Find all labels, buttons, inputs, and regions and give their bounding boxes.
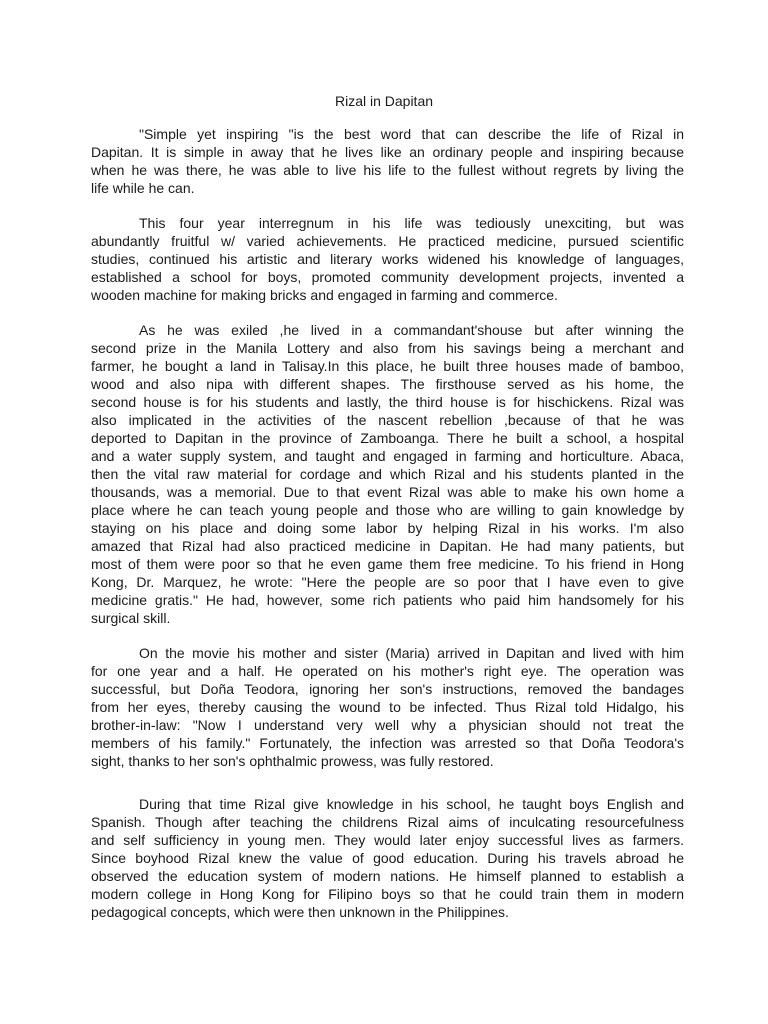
text-line: Spanish. Though after teaching the childrens Rizal aims of inculcating resourcefulness: [91, 814, 684, 830]
text-line: surgical skill.: [91, 610, 171, 626]
text-line: from her eyes, thereby causing the wound to be infected. Thus Rizal told Hidalgo, his: [91, 699, 684, 715]
text-line: thousands, was a memorial. Due to that event Rizal was able to make his own home a: [91, 484, 684, 500]
paragraph-3: [91, 321, 684, 627]
text-line: Since boyhood Rizal knew the value of good education. During his travels abroad he: [91, 850, 684, 866]
text-line: modern college in Hong Kong for Filipino boys so that he could train them in modern: [91, 886, 684, 902]
text-line: wooden machine for making bricks and engaged in farming and commerce.: [91, 287, 558, 303]
text-line: As he was exiled ,he lived in a commandant'shouse but after winning the: [139, 322, 684, 338]
text-line: Kong, Dr. Marquez, he wrote: "Here the people are so poor that I have even to give: [91, 574, 684, 590]
text-line: wood and also nipa with different shapes. The firsthouse served as his home, the: [91, 376, 684, 392]
paragraph-1: [91, 125, 684, 197]
text-line: sight, thanks to her son's ophthalmic prowess, was fully restored.: [91, 753, 494, 769]
paragraph-5: [91, 795, 684, 921]
text-line: staying on his place and doing some labor by helping Rizal in his works. I'm also: [91, 520, 684, 536]
text-line: second prize in the Manila Lottery and also from his savings being a merchant and: [91, 340, 684, 356]
text-line: for one year and a half. He operated on his mother's right eye. The operation was: [91, 663, 684, 679]
text-line: amazed that Rizal had also practiced medicine in Dapitan. He had many patients, but: [91, 538, 684, 554]
text-line: and a water supply system, and taught and engaged in farming and horticulture. Abaca,: [91, 448, 684, 464]
text-line: pedagogical concepts, which were then unknown in the Philippines.: [91, 904, 509, 920]
text-line: abundantly fruitful w/ varied achievements. He practiced medicine, pursued scientific: [91, 233, 684, 249]
document-title: Rizal in Dapitan: [334, 93, 434, 109]
text-line: second house is for his students and lastly, the third house is for hischickens. Rizal was: [91, 394, 684, 410]
text-line: On the movie his mother and sister (Maria) arrived in Dapitan and lived with him: [139, 645, 684, 661]
text-line: During that time Rizal give knowledge in his school, he taught boys English and: [139, 796, 684, 812]
text-line: "Simple yet inspiring "is the best word that can describe the life of Rizal in: [139, 126, 684, 142]
text-line: medicine gratis." He had, however, some rich patients who paid him handsomely for his: [91, 592, 684, 608]
text-line: life while he can.: [91, 180, 195, 196]
text-line: also implicated in the activities of the nascent rebellion ,because of that he was: [91, 412, 684, 428]
paragraph-4: [91, 644, 684, 770]
text-line: and self sufficiency in young men. They would later enjoy successful lives as farmers.: [91, 832, 684, 848]
paragraph-2: [91, 214, 684, 304]
text-line: then the vital raw material for cordage and which Rizal and his students planted in the: [91, 466, 684, 482]
text-line: when he was there, he was able to live his life to the fullest without regrets by living the: [91, 162, 684, 178]
text-line: most of them were poor so that he even game them free medicine. To his friend in Hong: [91, 556, 684, 572]
text-line: members of his family." Fortunately, the infection was arrested so that Doña Teodora's: [91, 735, 684, 751]
text-line: observed the education system of modern nations. He himself planned to establish a: [91, 868, 684, 884]
text-line: established a school for boys, promoted community development projects, invented a: [91, 269, 684, 285]
text-line: deported to Dapitan in the province of Zamboanga. There he built a school, a hospital: [91, 430, 684, 446]
text-line: Dapitan. It is simple in away that he lives like an ordinary people and inspiring because: [91, 144, 684, 160]
text-line: This four year interregnum in his life was tediously unexciting, but was: [139, 215, 684, 231]
text-line: farmer, he bought a land in Talisay.In this place, he built three houses made of bamboo,: [91, 358, 684, 374]
text-line: successful, but Doña Teodora, ignoring her son's instructions, removed the bandages: [91, 681, 684, 697]
text-line: studies, continued his artistic and literary works widened his knowledge of languages,: [91, 251, 684, 267]
text-line: brother-in-law: "Now I understand very well why a physician should not treat the: [91, 717, 684, 733]
text-line: place where he can teach young people and those who are willing to gain knowledge by: [91, 502, 684, 518]
